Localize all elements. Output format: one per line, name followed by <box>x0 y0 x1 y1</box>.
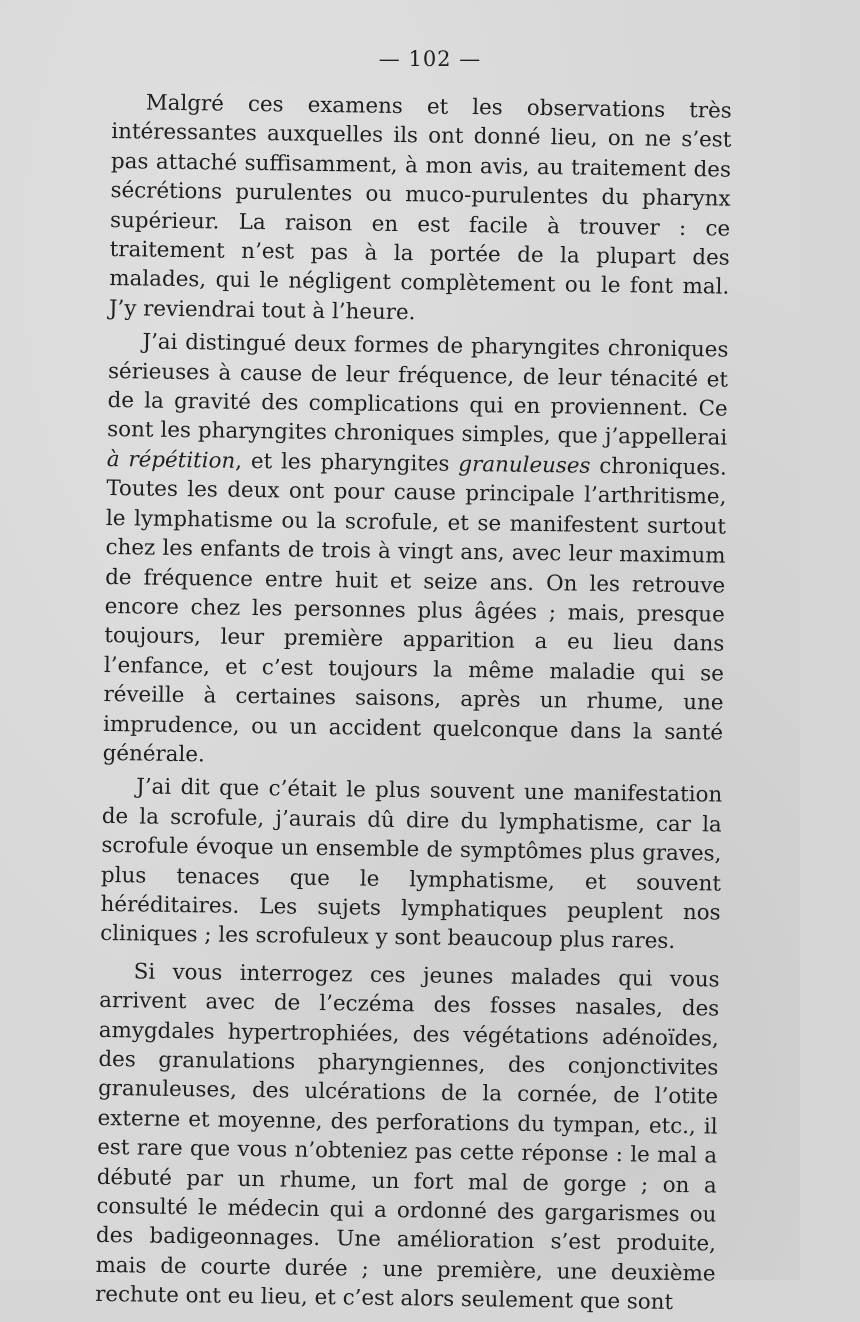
paragraph-text: J’ai distingué deux formes de pharyngites chroniques sérieuses à cause de leur fréquence, de leur ténacité et de la gravité des complications qui en proviennent. Ce sont les pharyngites chroniques simples, que j’appellerai <box>107 329 729 452</box>
paragraph-text: J’ai dit que c’était le plus souvent une manifestation de la scrofule, j’aurais dû dire du lymphatisme, car la scrofule évoque un ensemble de symptômes plus graves, plus tenaces que le lymphatisme, et souvent héréditaires. Les sujets lymphatiques peuplent nos cliniques ; les scrofuleux y sont beaucoup plus rares. <box>100 774 723 955</box>
page-number: — 102 — <box>378 47 482 71</box>
paragraph-text: Malgré ces examens et les observations très intéressantes auxquelles ils ont donné lieu, on ne s’est pas attaché suffisamment, à mon avis, au traitement des sécrétions purulentes ou muco-purulentes du pharynx supérieur. La raison en est facile à trouver : ce traitement n’est pas à la portée de la plupart des malades, qui le négligent complètement ou le font mal. J’y reviendrai tout à l’heure. <box>108 90 732 326</box>
body-text <box>95 88 732 1322</box>
paragraph <box>103 327 729 777</box>
italic-term: granuleuses <box>458 451 591 479</box>
paragraph <box>109 88 732 332</box>
paragraph <box>100 772 722 957</box>
paragraph-text: chroniques. Toutes les deux ont pour cause principale l’arthritisme, le lymphatisme ou la scrofule, et se manifestent surtout chez les enfants de trois à vingt ans, avec leur maximum de fréquence entre huit et seize ans. On les retrouve encore chez les personnes plus âgées ; mais, presque toujours, leur première apparition a eu lieu dans l’enfance, et c’est toujours la même maladie qui se réveille à certaines saisons, après un rhume, une imprudence, ou un accident quelconque dans la santé générale. <box>102 453 727 768</box>
italic-term: à répétition <box>106 446 236 474</box>
paragraph <box>95 957 720 1318</box>
paragraph-text: Si vous interrogez ces jeunes malades qui vous arrivent avec de l’eczéma des fosses nasales, des amygdales hypertrophiées, des végétations adénoïdes, des granulations pharyngiennes, des conjonctivites granuleuses, des ulcérations de la cornée, de l’otite externe et moyenne, des perforations du tympan, etc., il est rare que vous n’obteniez pas cette réponse : le mal a débuté par un rhume, un fort mal de gorge ; on a consulté le médecin qui a ordonné des gargarismes ou des badigeonnages. Une amélioration s’est produite, mais de courte durée ; une première, une deuxième rechute ont eu lieu, et c’est alors seulement que sont <box>94 959 720 1316</box>
paragraph-text: , et les pharyngites <box>235 448 459 477</box>
